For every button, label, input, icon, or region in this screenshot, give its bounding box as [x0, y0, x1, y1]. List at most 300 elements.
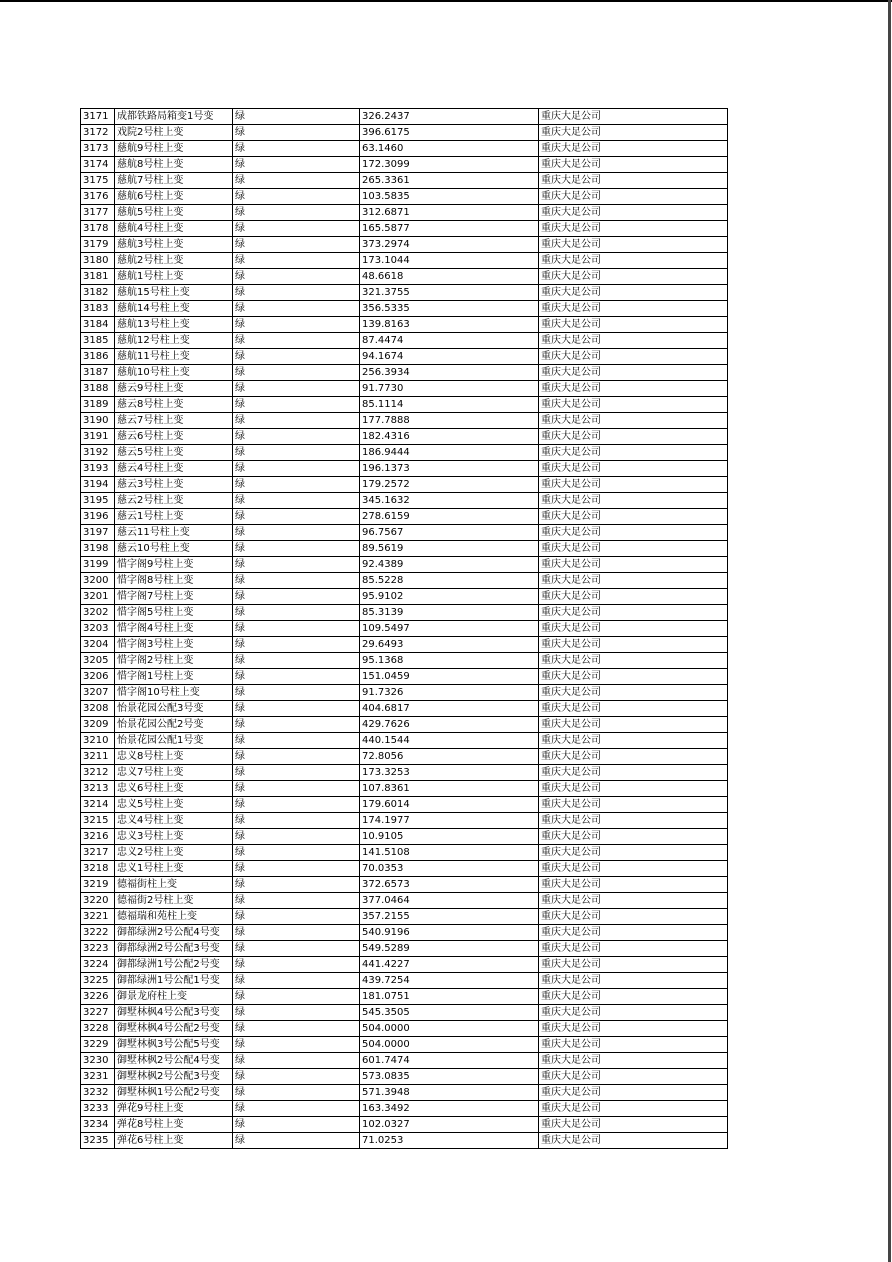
table-row [81, 637, 728, 653]
row-id-cell: 3214 [81, 797, 115, 813]
row-id-cell: 3173 [81, 141, 115, 157]
transformer-name-cell: 惜字阁3号柱上变 [115, 637, 233, 653]
company-cell: 重庆大足公司 [539, 493, 728, 509]
company-cell: 重庆大足公司 [539, 141, 728, 157]
table-row [81, 1133, 728, 1149]
value-cell: 601.7474 [360, 1053, 539, 1069]
table-row [81, 653, 728, 669]
status-color-cell: 绿 [233, 733, 360, 749]
status-color-cell: 绿 [233, 589, 360, 605]
company-cell: 重庆大足公司 [539, 1101, 728, 1117]
company-cell: 重庆大足公司 [539, 109, 728, 125]
value-cell: 345.1632 [360, 493, 539, 509]
value-cell: 72.8056 [360, 749, 539, 765]
company-cell: 重庆大足公司 [539, 941, 728, 957]
row-id-cell: 3204 [81, 637, 115, 653]
table-row [81, 925, 728, 941]
company-cell: 重庆大足公司 [539, 189, 728, 205]
company-cell: 重庆大足公司 [539, 573, 728, 589]
transformer-name-cell: 慈航9号柱上变 [115, 141, 233, 157]
company-cell: 重庆大足公司 [539, 653, 728, 669]
transformer-name-cell: 惜字阁2号柱上变 [115, 653, 233, 669]
company-cell: 重庆大足公司 [539, 733, 728, 749]
status-color-cell: 绿 [233, 285, 360, 301]
table-row [81, 621, 728, 637]
company-cell: 重庆大足公司 [539, 813, 728, 829]
company-cell: 重庆大足公司 [539, 1133, 728, 1149]
transformer-name-cell: 忠义6号柱上变 [115, 781, 233, 797]
value-cell: 396.6175 [360, 125, 539, 141]
value-cell: 179.6014 [360, 797, 539, 813]
status-color-cell: 绿 [233, 1133, 360, 1149]
row-id-cell: 3194 [81, 477, 115, 493]
table-row [81, 717, 728, 733]
value-cell: 256.3934 [360, 365, 539, 381]
value-cell: 540.9196 [360, 925, 539, 941]
value-cell: 95.1368 [360, 653, 539, 669]
value-cell: 139.8163 [360, 317, 539, 333]
status-color-cell: 绿 [233, 893, 360, 909]
transformer-name-cell: 慈航12号柱上变 [115, 333, 233, 349]
table-row [81, 685, 728, 701]
row-id-cell: 3230 [81, 1053, 115, 1069]
table-row [81, 1085, 728, 1101]
row-id-cell: 3183 [81, 301, 115, 317]
transformer-name-cell: 御墅林枫4号公配3号变 [115, 1005, 233, 1021]
row-id-cell: 3188 [81, 381, 115, 397]
row-id-cell: 3235 [81, 1133, 115, 1149]
transformer-name-cell: 惜字阁7号柱上变 [115, 589, 233, 605]
status-color-cell: 绿 [233, 541, 360, 557]
row-id-cell: 3216 [81, 829, 115, 845]
transformer-name-cell: 慈航6号柱上变 [115, 189, 233, 205]
value-cell: 102.0327 [360, 1117, 539, 1133]
transformer-name-cell: 御墅林枫1号公配2号变 [115, 1085, 233, 1101]
row-id-cell: 3176 [81, 189, 115, 205]
row-id-cell: 3229 [81, 1037, 115, 1053]
row-id-cell: 3226 [81, 989, 115, 1005]
value-cell: 504.0000 [360, 1021, 539, 1037]
table-row [81, 733, 728, 749]
table-row [81, 1117, 728, 1133]
company-cell: 重庆大足公司 [539, 637, 728, 653]
table-row [81, 317, 728, 333]
company-cell: 重庆大足公司 [539, 173, 728, 189]
row-id-cell: 3219 [81, 877, 115, 893]
status-color-cell: 绿 [233, 925, 360, 941]
row-id-cell: 3174 [81, 157, 115, 173]
transformer-name-cell: 御都绿洲1号公配1号变 [115, 973, 233, 989]
table-row [81, 1005, 728, 1021]
transformer-name-cell: 慈航4号柱上变 [115, 221, 233, 237]
status-color-cell: 绿 [233, 637, 360, 653]
transformer-name-cell: 惜字阁8号柱上变 [115, 573, 233, 589]
value-cell: 356.5335 [360, 301, 539, 317]
company-cell: 重庆大足公司 [539, 925, 728, 941]
company-cell: 重庆大足公司 [539, 301, 728, 317]
page-right-border [888, 0, 891, 1262]
table-row [81, 605, 728, 621]
transformer-name-cell: 慈云9号柱上变 [115, 381, 233, 397]
table-row [81, 285, 728, 301]
transformer-name-cell: 弹花9号柱上变 [115, 1101, 233, 1117]
value-cell: 312.6871 [360, 205, 539, 221]
status-color-cell: 绿 [233, 205, 360, 221]
company-cell: 重庆大足公司 [539, 157, 728, 173]
transformer-name-cell: 德福街柱上变 [115, 877, 233, 893]
status-color-cell: 绿 [233, 877, 360, 893]
transformer-name-cell: 御墅林枫4号公配2号变 [115, 1021, 233, 1037]
row-id-cell: 3191 [81, 429, 115, 445]
status-color-cell: 绿 [233, 909, 360, 925]
value-cell: 48.6618 [360, 269, 539, 285]
value-cell: 549.5289 [360, 941, 539, 957]
transformer-name-cell: 慈航8号柱上变 [115, 157, 233, 173]
transformer-name-cell: 弹花6号柱上变 [115, 1133, 233, 1149]
row-id-cell: 3227 [81, 1005, 115, 1021]
transformer-name-cell: 忠义8号柱上变 [115, 749, 233, 765]
value-cell: 174.1977 [360, 813, 539, 829]
status-color-cell: 绿 [233, 621, 360, 637]
status-color-cell: 绿 [233, 429, 360, 445]
status-color-cell: 绿 [233, 221, 360, 237]
transformer-name-cell: 慈云7号柱上变 [115, 413, 233, 429]
table-row [81, 205, 728, 221]
value-cell: 89.5619 [360, 541, 539, 557]
status-color-cell: 绿 [233, 1053, 360, 1069]
company-cell: 重庆大足公司 [539, 253, 728, 269]
table-row [81, 573, 728, 589]
row-id-cell: 3190 [81, 413, 115, 429]
table-row [81, 829, 728, 845]
row-id-cell: 3201 [81, 589, 115, 605]
row-id-cell: 3171 [81, 109, 115, 125]
transformer-name-cell: 御都绿洲2号公配4号变 [115, 925, 233, 941]
table-row [81, 989, 728, 1005]
transformer-name-cell: 忠义4号柱上变 [115, 813, 233, 829]
row-id-cell: 3189 [81, 397, 115, 413]
value-cell: 91.7326 [360, 685, 539, 701]
transformer-name-cell: 慈航1号柱上变 [115, 269, 233, 285]
value-cell: 29.6493 [360, 637, 539, 653]
value-cell: 278.6159 [360, 509, 539, 525]
transformer-name-cell: 御墅林枫2号公配4号变 [115, 1053, 233, 1069]
table-row [81, 253, 728, 269]
status-color-cell: 绿 [233, 333, 360, 349]
row-id-cell: 3197 [81, 525, 115, 541]
status-color-cell: 绿 [233, 1117, 360, 1133]
company-cell: 重庆大足公司 [539, 429, 728, 445]
company-cell: 重庆大足公司 [539, 1069, 728, 1085]
company-cell: 重庆大足公司 [539, 1085, 728, 1101]
value-cell: 429.7626 [360, 717, 539, 733]
status-color-cell: 绿 [233, 749, 360, 765]
transformer-name-cell: 御景龙府柱上变 [115, 989, 233, 1005]
company-cell: 重庆大足公司 [539, 525, 728, 541]
company-cell: 重庆大足公司 [539, 285, 728, 301]
company-cell: 重庆大足公司 [539, 989, 728, 1005]
value-cell: 70.0353 [360, 861, 539, 877]
table-body [81, 109, 728, 1149]
company-cell: 重庆大足公司 [539, 669, 728, 685]
table-row [81, 861, 728, 877]
transformer-name-cell: 慈航3号柱上变 [115, 237, 233, 253]
company-cell: 重庆大足公司 [539, 349, 728, 365]
status-color-cell: 绿 [233, 141, 360, 157]
table-row [81, 157, 728, 173]
status-color-cell: 绿 [233, 509, 360, 525]
company-cell: 重庆大足公司 [539, 509, 728, 525]
value-cell: 172.3099 [360, 157, 539, 173]
value-cell: 63.1460 [360, 141, 539, 157]
company-cell: 重庆大足公司 [539, 269, 728, 285]
table-row [81, 493, 728, 509]
row-id-cell: 3220 [81, 893, 115, 909]
transformer-name-cell: 慈云4号柱上变 [115, 461, 233, 477]
status-color-cell: 绿 [233, 557, 360, 573]
status-color-cell: 绿 [233, 973, 360, 989]
row-id-cell: 3202 [81, 605, 115, 621]
table-row [81, 301, 728, 317]
company-cell: 重庆大足公司 [539, 701, 728, 717]
value-cell: 173.3253 [360, 765, 539, 781]
company-cell: 重庆大足公司 [539, 685, 728, 701]
row-id-cell: 3218 [81, 861, 115, 877]
row-id-cell: 3198 [81, 541, 115, 557]
transformer-table [80, 108, 728, 1149]
transformer-name-cell: 慈云2号柱上变 [115, 493, 233, 509]
row-id-cell: 3205 [81, 653, 115, 669]
company-cell: 重庆大足公司 [539, 605, 728, 621]
row-id-cell: 3193 [81, 461, 115, 477]
table-row [81, 797, 728, 813]
status-color-cell: 绿 [233, 1005, 360, 1021]
company-cell: 重庆大足公司 [539, 381, 728, 397]
row-id-cell: 3232 [81, 1085, 115, 1101]
row-id-cell: 3231 [81, 1069, 115, 1085]
table-row [81, 397, 728, 413]
row-id-cell: 3225 [81, 973, 115, 989]
row-id-cell: 3187 [81, 365, 115, 381]
value-cell: 165.5877 [360, 221, 539, 237]
row-id-cell: 3209 [81, 717, 115, 733]
company-cell: 重庆大足公司 [539, 397, 728, 413]
status-color-cell: 绿 [233, 493, 360, 509]
transformer-name-cell: 慈航2号柱上变 [115, 253, 233, 269]
transformer-name-cell: 慈航13号柱上变 [115, 317, 233, 333]
transformer-name-cell: 慈云10号柱上变 [115, 541, 233, 557]
value-cell: 87.4474 [360, 333, 539, 349]
value-cell: 573.0835 [360, 1069, 539, 1085]
company-cell: 重庆大足公司 [539, 125, 728, 141]
status-color-cell: 绿 [233, 861, 360, 877]
table-row [81, 333, 728, 349]
status-color-cell: 绿 [233, 1021, 360, 1037]
company-cell: 重庆大足公司 [539, 541, 728, 557]
value-cell: 107.8361 [360, 781, 539, 797]
table-row [81, 413, 728, 429]
row-id-cell: 3217 [81, 845, 115, 861]
status-color-cell: 绿 [233, 1069, 360, 1085]
row-id-cell: 3212 [81, 765, 115, 781]
row-id-cell: 3179 [81, 237, 115, 253]
table-row [81, 941, 728, 957]
company-cell: 重庆大足公司 [539, 893, 728, 909]
value-cell: 196.1373 [360, 461, 539, 477]
value-cell: 326.2437 [360, 109, 539, 125]
row-id-cell: 3199 [81, 557, 115, 573]
value-cell: 357.2155 [360, 909, 539, 925]
table-row [81, 749, 728, 765]
transformer-name-cell: 戏院2号柱上变 [115, 125, 233, 141]
status-color-cell: 绿 [233, 461, 360, 477]
status-color-cell: 绿 [233, 829, 360, 845]
company-cell: 重庆大足公司 [539, 237, 728, 253]
status-color-cell: 绿 [233, 605, 360, 621]
table-row [81, 349, 728, 365]
company-cell: 重庆大足公司 [539, 413, 728, 429]
transformer-name-cell: 德福瑞和苑柱上变 [115, 909, 233, 925]
table-row [81, 781, 728, 797]
row-id-cell: 3207 [81, 685, 115, 701]
table-row [81, 669, 728, 685]
table-row [81, 477, 728, 493]
table-row [81, 445, 728, 461]
value-cell: 92.4389 [360, 557, 539, 573]
row-id-cell: 3234 [81, 1117, 115, 1133]
value-cell: 504.0000 [360, 1037, 539, 1053]
page-top-border [0, 0, 892, 2]
row-id-cell: 3233 [81, 1101, 115, 1117]
company-cell: 重庆大足公司 [539, 781, 728, 797]
status-color-cell: 绿 [233, 781, 360, 797]
value-cell: 404.6817 [360, 701, 539, 717]
transformer-name-cell: 怡景花园公配3号变 [115, 701, 233, 717]
status-color-cell: 绿 [233, 717, 360, 733]
transformer-name-cell: 慈航14号柱上变 [115, 301, 233, 317]
row-id-cell: 3177 [81, 205, 115, 221]
value-cell: 439.7254 [360, 973, 539, 989]
status-color-cell: 绿 [233, 941, 360, 957]
company-cell: 重庆大足公司 [539, 205, 728, 221]
value-cell: 85.3139 [360, 605, 539, 621]
table-row [81, 1053, 728, 1069]
row-id-cell: 3208 [81, 701, 115, 717]
status-color-cell: 绿 [233, 525, 360, 541]
status-color-cell: 绿 [233, 189, 360, 205]
table-row [81, 189, 728, 205]
status-color-cell: 绿 [233, 685, 360, 701]
status-color-cell: 绿 [233, 765, 360, 781]
table-row [81, 1069, 728, 1085]
table-row [81, 509, 728, 525]
transformer-name-cell: 慈云6号柱上变 [115, 429, 233, 445]
status-color-cell: 绿 [233, 813, 360, 829]
value-cell: 91.7730 [360, 381, 539, 397]
status-color-cell: 绿 [233, 381, 360, 397]
table-row [81, 765, 728, 781]
row-id-cell: 3213 [81, 781, 115, 797]
status-color-cell: 绿 [233, 173, 360, 189]
transformer-name-cell: 慈航15号柱上变 [115, 285, 233, 301]
table-row [81, 541, 728, 557]
table-row [81, 589, 728, 605]
value-cell: 440.1544 [360, 733, 539, 749]
table-row [81, 1037, 728, 1053]
row-id-cell: 3184 [81, 317, 115, 333]
value-cell: 181.0751 [360, 989, 539, 1005]
transformer-name-cell: 弹花8号柱上变 [115, 1117, 233, 1133]
company-cell: 重庆大足公司 [539, 1053, 728, 1069]
value-cell: 103.5835 [360, 189, 539, 205]
row-id-cell: 3222 [81, 925, 115, 941]
table-row [81, 237, 728, 253]
status-color-cell: 绿 [233, 349, 360, 365]
transformer-name-cell: 德福街2号柱上变 [115, 893, 233, 909]
row-id-cell: 3182 [81, 285, 115, 301]
company-cell: 重庆大足公司 [539, 861, 728, 877]
status-color-cell: 绿 [233, 413, 360, 429]
company-cell: 重庆大足公司 [539, 1021, 728, 1037]
table-row [81, 461, 728, 477]
company-cell: 重庆大足公司 [539, 845, 728, 861]
row-id-cell: 3180 [81, 253, 115, 269]
status-color-cell: 绿 [233, 237, 360, 253]
value-cell: 10.9105 [360, 829, 539, 845]
table-row [81, 701, 728, 717]
status-color-cell: 绿 [233, 957, 360, 973]
status-color-cell: 绿 [233, 301, 360, 317]
row-id-cell: 3172 [81, 125, 115, 141]
table-row [81, 525, 728, 541]
table-row [81, 109, 728, 125]
transformer-name-cell: 惜字阁1号柱上变 [115, 669, 233, 685]
value-cell: 163.3492 [360, 1101, 539, 1117]
table-row [81, 845, 728, 861]
row-id-cell: 3210 [81, 733, 115, 749]
company-cell: 重庆大足公司 [539, 749, 728, 765]
status-color-cell: 绿 [233, 253, 360, 269]
row-id-cell: 3203 [81, 621, 115, 637]
row-id-cell: 3196 [81, 509, 115, 525]
row-id-cell: 3178 [81, 221, 115, 237]
company-cell: 重庆大足公司 [539, 445, 728, 461]
transformer-name-cell: 慈航10号柱上变 [115, 365, 233, 381]
table-row [81, 893, 728, 909]
transformer-name-cell: 慈航11号柱上变 [115, 349, 233, 365]
value-cell: 372.6573 [360, 877, 539, 893]
transformer-name-cell: 忠义5号柱上变 [115, 797, 233, 813]
value-cell: 96.7567 [360, 525, 539, 541]
value-cell: 545.3505 [360, 1005, 539, 1021]
transformer-name-cell: 御都绿洲2号公配3号变 [115, 941, 233, 957]
transformer-name-cell: 御都绿洲1号公配2号变 [115, 957, 233, 973]
status-color-cell: 绿 [233, 1101, 360, 1117]
value-cell: 173.1044 [360, 253, 539, 269]
table-row [81, 221, 728, 237]
transformer-name-cell: 慈云5号柱上变 [115, 445, 233, 461]
company-cell: 重庆大足公司 [539, 365, 728, 381]
row-id-cell: 3195 [81, 493, 115, 509]
table-row [81, 973, 728, 989]
company-cell: 重庆大足公司 [539, 221, 728, 237]
row-id-cell: 3221 [81, 909, 115, 925]
company-cell: 重庆大足公司 [539, 957, 728, 973]
status-color-cell: 绿 [233, 653, 360, 669]
company-cell: 重庆大足公司 [539, 589, 728, 605]
row-id-cell: 3223 [81, 941, 115, 957]
row-id-cell: 3211 [81, 749, 115, 765]
